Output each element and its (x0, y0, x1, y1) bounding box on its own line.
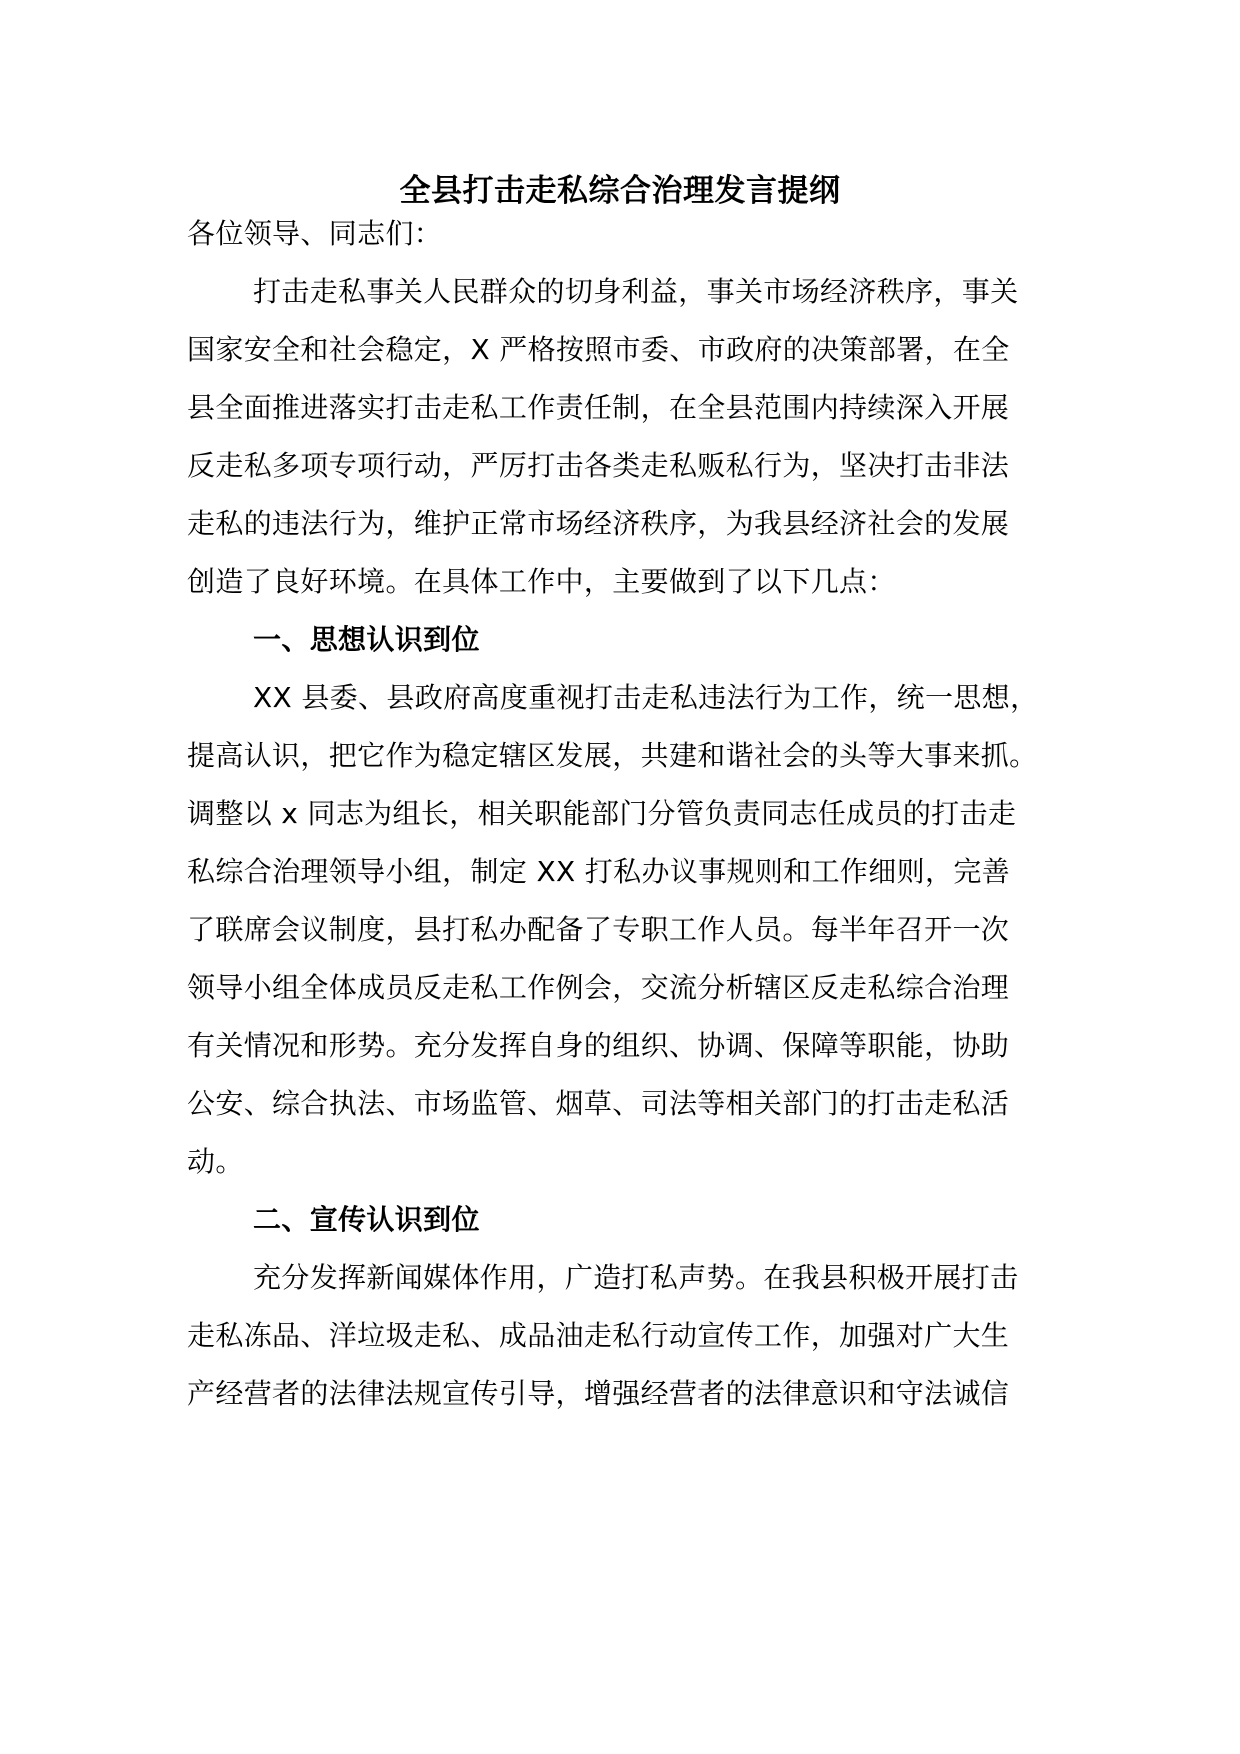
paragraph-line: XX 县委、县政府高度重视打击走私违法行为工作，统一思想， (253, 681, 1039, 714)
paragraph-line: 了联席会议制度，县打私办配备了专职工作人员。每半年召开一次 (187, 913, 1010, 946)
paragraph-line: 反走私多项专项行动，严厉打击各类走私贩私行为，坚决打击非法 (187, 449, 1010, 482)
paragraph-line: 领导小组全体成员反走私工作例会，交流分析辖区反走私综合治理 (187, 971, 1010, 1004)
paragraph-line: 产经营者的法律法规宣传引导，增强经营者的法律意识和守法诚信 (187, 1377, 1010, 1410)
paragraph-line: 走私冻品、洋垃圾走私、成品油走私行动宣传工作，加强对广大生 (187, 1319, 1010, 1352)
paragraph-line: 打击走私事关人民群众的切身利益，事关市场经济秩序，事关 (253, 275, 1019, 308)
paragraph-line: 提高认识，把它作为稳定辖区发展，共建和谐社会的头等大事来抓。 (187, 739, 1038, 772)
paragraph-line: 县全面推进落实打击走私工作责任制，在全县范围内持续深入开展 (187, 391, 1010, 424)
paragraph-line: 调整以 x 同志为组长，相关职能部门分管负责同志任成员的打击走 (187, 797, 1017, 830)
section-heading: 二、宣传认识到位 (253, 1203, 480, 1236)
paragraph-line: 充分发挥新闻媒体作用，广造打私声势。在我县积极开展打击 (253, 1261, 1019, 1294)
paragraph-line: 走私的违法行为，维护正常市场经济秩序，为我县经济社会的发展 (187, 507, 1010, 540)
section-heading: 一、思想认识到位 (253, 623, 480, 656)
paragraph-line: 动。 (187, 1145, 244, 1178)
paragraph-line: 创造了良好环境。在具体工作中，主要做到了以下几点： (187, 565, 896, 598)
paragraph-line: 国家安全和社会稳定，X 严格按照市委、市政府的决策部署，在全 (187, 333, 1010, 366)
salutation: 各位领导、同志们： (187, 217, 443, 250)
paragraph-line: 私综合治理领导小组，制定 XX 打私办议事规则和工作细则，完善 (187, 855, 1011, 888)
paragraph-line: 有关情况和形势。充分发挥自身的组织、协调、保障等职能，协助 (187, 1029, 1010, 1062)
document-title: 全县打击走私综合治理发言提纲 (399, 173, 841, 209)
paragraph-line: 公安、综合执法、市场监管、烟草、司法等相关部门的打击走私活 (187, 1087, 1010, 1120)
